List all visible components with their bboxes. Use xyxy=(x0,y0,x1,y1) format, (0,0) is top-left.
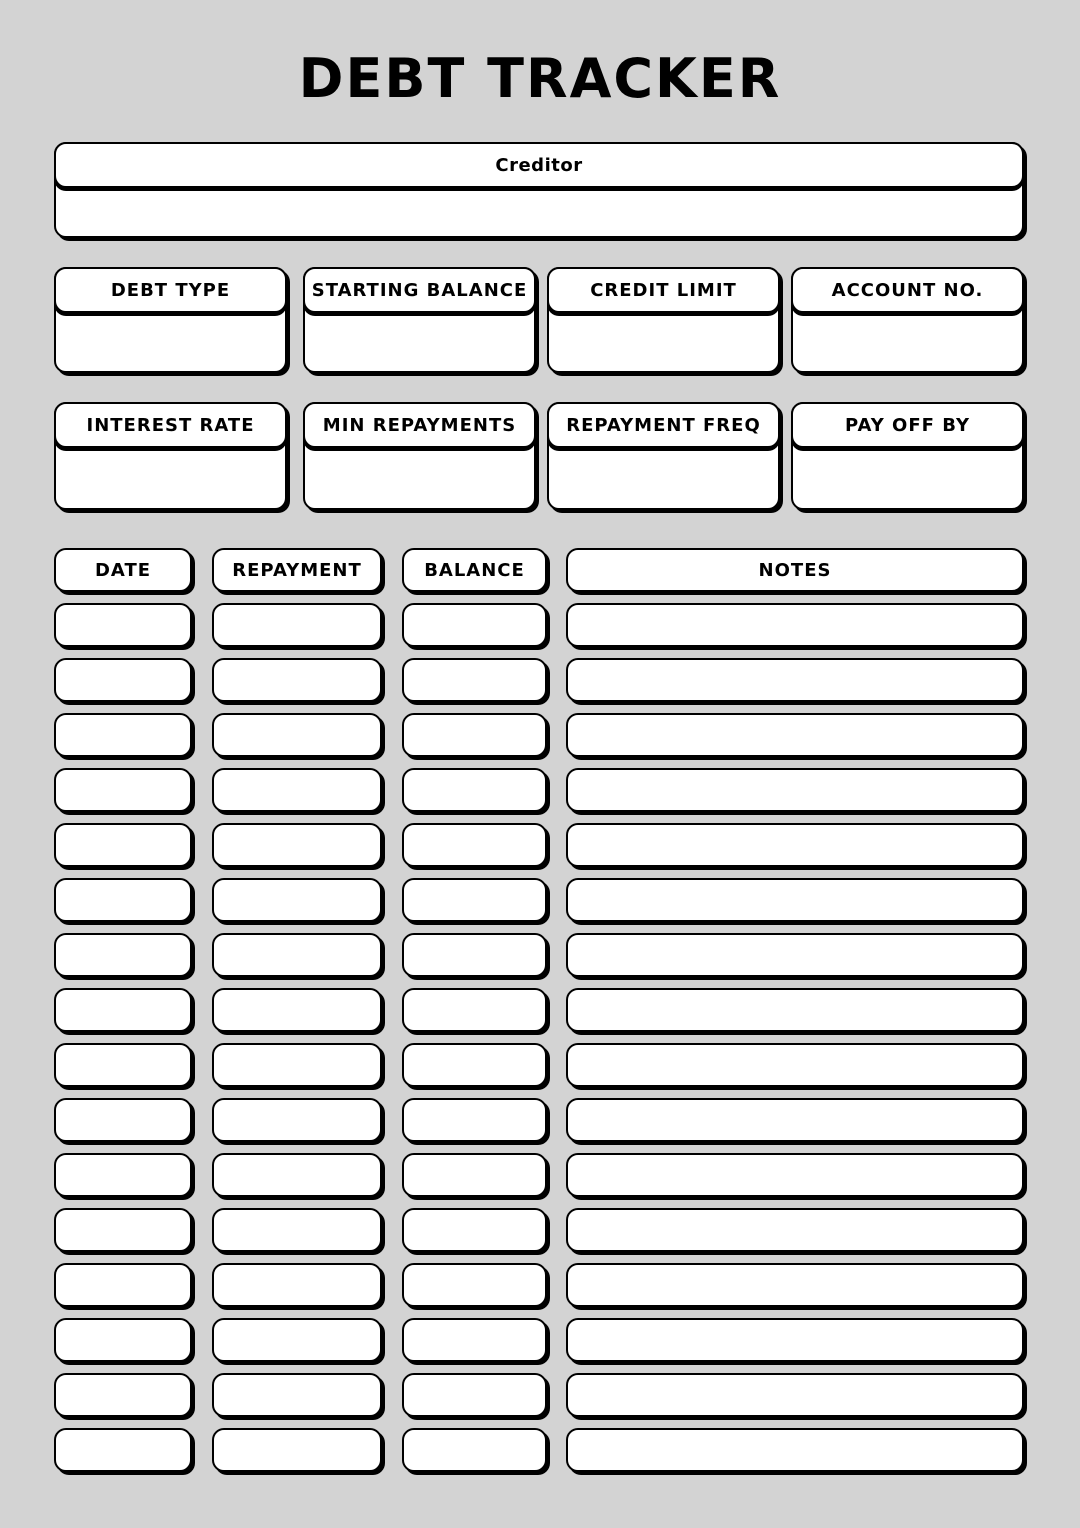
min-repayments-label: MIN REPAYMENTS xyxy=(303,402,536,448)
min-repayments-value[interactable] xyxy=(317,456,522,500)
table-cell-repayment[interactable] xyxy=(212,768,382,812)
table-cell-notes[interactable] xyxy=(566,878,1024,922)
table-cell-repayment[interactable] xyxy=(212,1318,382,1362)
table-cell-repayment[interactable] xyxy=(212,1263,382,1307)
table-cell-repayment[interactable] xyxy=(212,878,382,922)
table-cell-balance[interactable] xyxy=(402,1373,547,1417)
table-cell-date[interactable] xyxy=(54,933,192,977)
table-cell-balance[interactable] xyxy=(402,988,547,1032)
table-cell-repayment[interactable] xyxy=(212,1153,382,1197)
creditor-field[interactable] xyxy=(54,142,1024,238)
table-cell-notes[interactable] xyxy=(566,988,1024,1032)
credit-limit-value[interactable] xyxy=(561,321,766,363)
column-header-repayment: REPAYMENT xyxy=(212,548,382,592)
table-cell-balance[interactable] xyxy=(402,823,547,867)
table-cell-date[interactable] xyxy=(54,768,192,812)
table-cell-notes[interactable] xyxy=(566,1208,1024,1252)
table-cell-date[interactable] xyxy=(54,713,192,757)
repayment-freq-label: REPAYMENT FREQ xyxy=(547,402,780,448)
column-header-notes: NOTES xyxy=(566,548,1024,592)
credit-limit-label: CREDIT LIMIT xyxy=(547,267,780,313)
min-repayments-field[interactable] xyxy=(303,402,536,510)
table-cell-repayment[interactable] xyxy=(212,1043,382,1087)
starting-balance-label: STARTING BALANCE xyxy=(303,267,536,313)
table-cell-date[interactable] xyxy=(54,1153,192,1197)
table-cell-balance[interactable] xyxy=(402,1208,547,1252)
table-cell-notes[interactable] xyxy=(566,603,1024,647)
table-cell-balance[interactable] xyxy=(402,1263,547,1307)
interest-rate-field[interactable] xyxy=(54,402,287,510)
debt-type-value[interactable] xyxy=(68,321,273,363)
debt-type-field[interactable] xyxy=(54,267,287,373)
table-cell-notes[interactable] xyxy=(566,1428,1024,1472)
table-cell-balance[interactable] xyxy=(402,603,547,647)
table-cell-notes[interactable] xyxy=(566,1263,1024,1307)
table-cell-notes[interactable] xyxy=(566,768,1024,812)
table-cell-repayment[interactable] xyxy=(212,1208,382,1252)
table-cell-repayment[interactable] xyxy=(212,713,382,757)
table-cell-notes[interactable] xyxy=(566,713,1024,757)
pay-off-by-label: PAY OFF BY xyxy=(791,402,1024,448)
table-cell-repayment[interactable] xyxy=(212,1098,382,1142)
table-cell-date[interactable] xyxy=(54,1098,192,1142)
table-cell-date[interactable] xyxy=(54,1428,192,1472)
account-no-label: ACCOUNT NO. xyxy=(791,267,1024,313)
table-cell-notes[interactable] xyxy=(566,823,1024,867)
account-no-field[interactable] xyxy=(791,267,1024,373)
page-title: DEBT TRACKER xyxy=(298,47,782,110)
table-cell-balance[interactable] xyxy=(402,1318,547,1362)
table-cell-notes[interactable] xyxy=(566,1043,1024,1087)
table-cell-repayment[interactable] xyxy=(212,1373,382,1417)
table-cell-date[interactable] xyxy=(54,1043,192,1087)
column-header-date: DATE xyxy=(54,548,192,592)
repayment-freq-field[interactable] xyxy=(547,402,780,510)
interest-rate-label: INTEREST RATE xyxy=(54,402,287,448)
table-cell-repayment[interactable] xyxy=(212,933,382,977)
table-cell-balance[interactable] xyxy=(402,658,547,702)
pay-off-by-field[interactable] xyxy=(791,402,1024,510)
credit-limit-field[interactable] xyxy=(547,267,780,373)
column-header-balance: BALANCE xyxy=(402,548,547,592)
interest-rate-value[interactable] xyxy=(68,456,273,500)
table-cell-date[interactable] xyxy=(54,1263,192,1307)
table-cell-notes[interactable] xyxy=(566,1318,1024,1362)
table-cell-notes[interactable] xyxy=(566,1373,1024,1417)
repayment-freq-value[interactable] xyxy=(561,456,766,500)
table-cell-notes[interactable] xyxy=(566,933,1024,977)
table-cell-notes[interactable] xyxy=(566,1153,1024,1197)
account-no-value[interactable] xyxy=(805,321,1010,363)
table-cell-date[interactable] xyxy=(54,823,192,867)
table-cell-notes[interactable] xyxy=(566,1098,1024,1142)
table-cell-date[interactable] xyxy=(54,1373,192,1417)
table-cell-date[interactable] xyxy=(54,1318,192,1362)
debt-type-label: DEBT TYPE xyxy=(54,267,287,313)
table-cell-balance[interactable] xyxy=(402,768,547,812)
table-cell-date[interactable] xyxy=(54,1208,192,1252)
table-cell-date[interactable] xyxy=(54,878,192,922)
creditor-value[interactable] xyxy=(68,196,1010,228)
table-cell-balance[interactable] xyxy=(402,1153,547,1197)
table-cell-date[interactable] xyxy=(54,988,192,1032)
table-cell-balance[interactable] xyxy=(402,1428,547,1472)
table-cell-repayment[interactable] xyxy=(212,658,382,702)
table-cell-repayment[interactable] xyxy=(212,1428,382,1472)
table-cell-repayment[interactable] xyxy=(212,988,382,1032)
table-cell-date[interactable] xyxy=(54,603,192,647)
table-cell-notes[interactable] xyxy=(566,658,1024,702)
starting-balance-field[interactable] xyxy=(303,267,536,373)
starting-balance-value[interactable] xyxy=(317,321,522,363)
creditor-label: Creditor xyxy=(54,142,1024,188)
table-cell-balance[interactable] xyxy=(402,933,547,977)
table-cell-date[interactable] xyxy=(54,658,192,702)
table-cell-balance[interactable] xyxy=(402,878,547,922)
pay-off-by-value[interactable] xyxy=(805,456,1010,500)
table-cell-balance[interactable] xyxy=(402,713,547,757)
table-cell-balance[interactable] xyxy=(402,1043,547,1087)
table-cell-repayment[interactable] xyxy=(212,603,382,647)
table-cell-balance[interactable] xyxy=(402,1098,547,1142)
table-cell-repayment[interactable] xyxy=(212,823,382,867)
